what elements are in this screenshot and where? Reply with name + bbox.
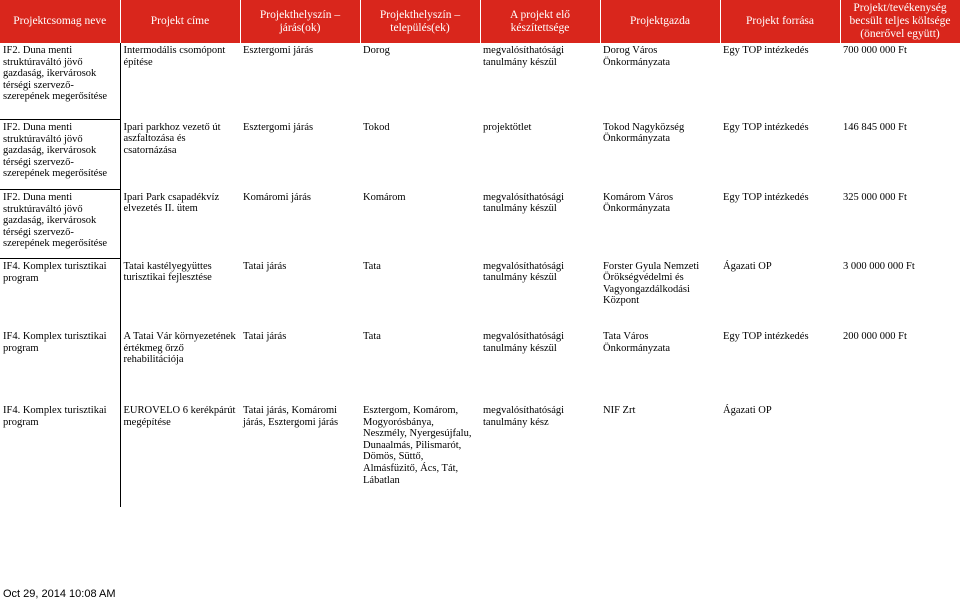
cell-package: IF4. Komplex turisztikai program [0,403,120,507]
header-preparedness: A projekt elő készítettsége [480,0,600,43]
header-cost: Projekt/tevékenység becsült teljes költsége (önerővel együtt) [840,0,960,43]
cell-settlement: Tata [363,260,381,272]
table-header [0,0,960,43]
cell-cost: 325 000 000 Ft [843,191,907,203]
cell-package: IF4. Komplex turisztikai program [0,329,120,403]
header-owner: Projektgazda [600,0,720,43]
cell-cost: 200 000 000 Ft [843,331,907,342]
print-timestamp: Oct 29, 2014 10:08 AM [3,588,116,600]
cell-preparedness: megvalósíthatósági tanulmány készül [483,45,565,68]
cell-package: IF2. Duna menti struktúraváltó jövő gazdaság, ikervárosok térségi szervező- szerepének megerősítése [0,43,120,120]
cell-source: Ágazati OP [723,405,772,416]
cell-district: Tatai járás [243,331,287,342]
cell-owner: Tata Város Önkormányzata [603,331,671,354]
cell-preparedness: megvalósíthatósági tanulmány készül [483,331,565,354]
table-row [0,43,960,120]
table-row [0,329,960,403]
header-settlement: Projekthelyszín – település(ek) [360,0,480,43]
cell-settlement: Komárom [363,191,406,203]
header-source: Projekt forrása [720,0,840,43]
table-row [0,403,960,507]
header-district: Projekthelyszín – járás(ok) [240,0,360,43]
cell-cost [840,403,960,507]
cell-district: Esztergomi járás [243,121,314,133]
cell-package: IF2. Duna menti struktúraváltó jövő gazdaság, ikervárosok térségi szervező- szerepének megerősítése [0,190,120,259]
cell-cost: 146 845 000 Ft [843,121,907,133]
cell-settlement: Dorog [363,45,390,56]
table-row [0,190,960,259]
cell-source: Egy TOP intézkedés [723,45,809,56]
cell-title: Ipari Park csapadékvíz elvezetés II. ütem [123,191,220,215]
cell-owner: Dorog Város Önkormányzata [603,45,671,68]
cell-title: Intermodális csomópont építése [123,45,226,68]
cell-owner: Komárom Város Önkormányzata [603,191,674,215]
cell-preparedness: megvalósíthatósági tanulmány készül [483,191,565,215]
cell-source: Egy TOP intézkedés [723,331,809,342]
cell-owner: Tokod Nagyközség Önkormányzata [603,121,685,145]
cell-district: Tatai járás [243,260,287,272]
cell-district: Tatai járás, Komáromi járás, Esztergomi járás [243,405,339,428]
cell-settlement: Tata [363,331,381,342]
cell-settlement: Tokod [363,121,390,133]
header-row [0,0,960,43]
cell-owner: Forster Gyula Nemzeti Örökségvédelmi és Vagyongazdálkodási Központ [603,260,700,307]
cell-source: Egy TOP intézkedés [723,191,809,203]
cell-source: Egy TOP intézkedés [723,121,809,133]
cell-preparedness: megvalósíthatósági tanulmány készül [483,260,565,284]
cell-district: Komáromi járás [243,191,311,203]
table-body [0,43,960,507]
cell-source: Ágazati OP [723,260,772,272]
cell-title: Ipari parkhoz vezető út aszfaltozása és csatornázása [123,121,221,156]
cell-settlement: Esztergom, Komárom, Mogyorósbánya, Neszmély, Nyergesújfalu, Dunaalmás, Pilismarót, Dömös, Süttő, Almásfüzitő, Ács, Tát, Lábatlan [363,405,472,486]
cell-cost: 3 000 000 000 Ft [843,260,915,272]
cell-package: IF4. Komplex turisztikai program [0,259,120,330]
cell-title: A Tatai Vár környezetének értékmeg őrző rehabilitációja [123,331,236,366]
cell-package: IF2. Duna menti struktúraváltó jövő gazdaság, ikervárosok térségi szervező- szerepének megerősítése [0,120,120,190]
cell-preparedness: projektötlet [483,121,532,133]
cell-title: Tatai kastélyegyüttes turisztikai fejlesztése [123,260,212,284]
cell-district: Esztergomi járás [243,45,314,56]
cell-cost: 700 000 000 Ft [843,45,907,56]
cell-title: EUROVELO 6 kerékpárút megépítése [123,405,236,428]
cell-owner: NIF Zrt [603,405,636,416]
table-row [0,120,960,190]
header-package: Projektcsomag neve [0,0,120,43]
cell-preparedness: megvalósíthatósági tanulmány kész [483,405,565,428]
table-row [0,259,960,330]
header-title: Projekt címe [120,0,240,43]
